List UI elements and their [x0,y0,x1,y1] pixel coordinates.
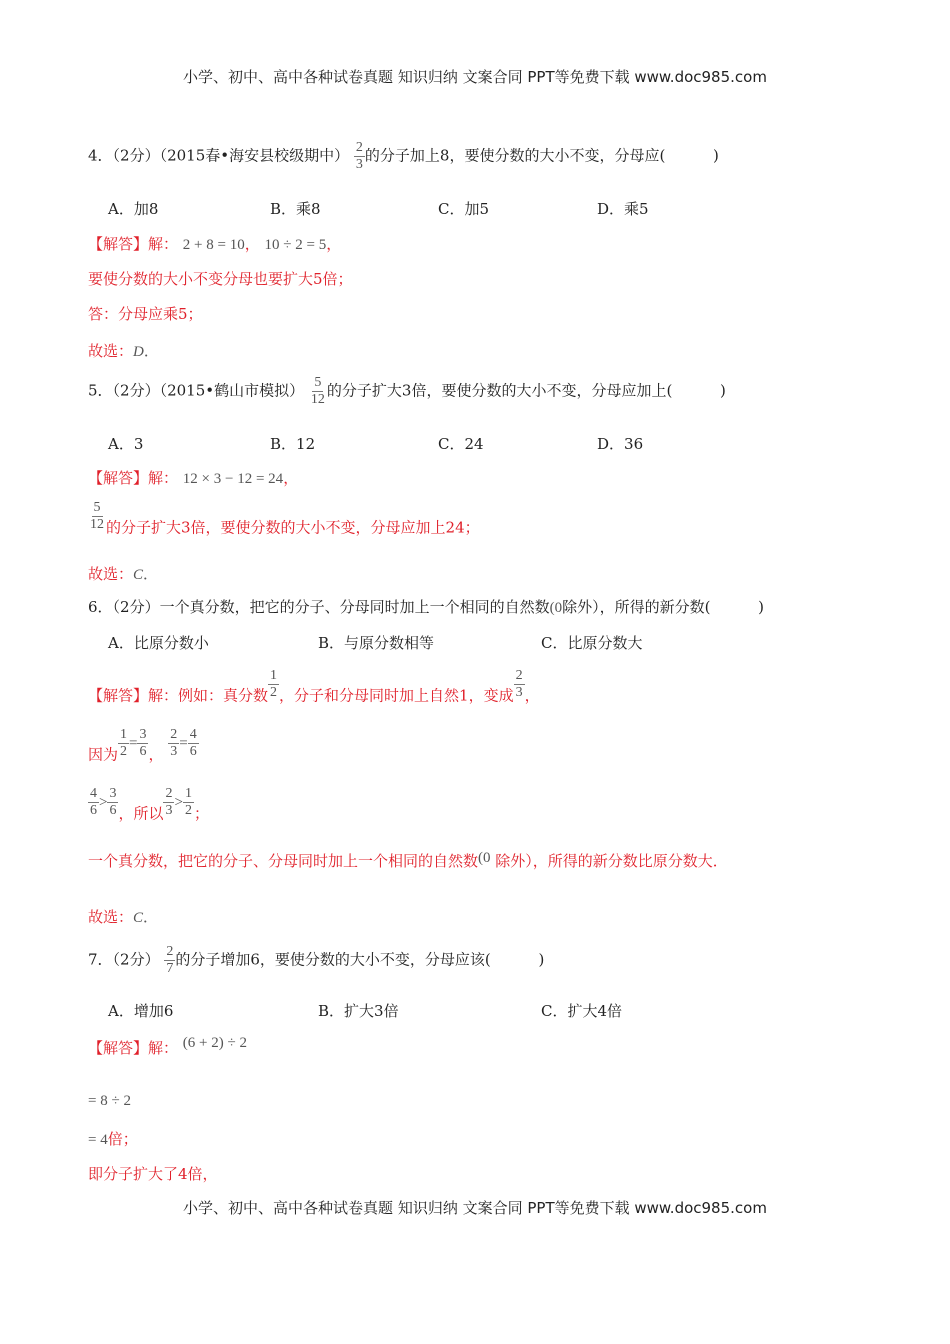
answer-label: 【解答】解： [88,686,179,705]
equation: 2 + 8 = 10 [182,237,245,253]
question-number: 5． [88,381,113,400]
solution-7-line-2: = 8 ÷ 2 [88,1093,131,1109]
fraction: $\frac{4}{6}$ [90,786,97,818]
question-score: （2分） [112,950,160,969]
option-a: A．比原分数小 [108,634,209,652]
header-banner: 小学、初中、高中各种试卷真题 知识归纳 文案合同 PPT等免费下载 www.doc985.com [183,68,767,86]
option-a: A．加8 [108,200,159,218]
option-c: C．加5 [438,200,490,218]
option-c: C．比原分数大 [541,634,643,652]
fraction: $\frac{1}{2}$ [184,786,192,818]
option-a: A．增加6 [108,1002,174,1020]
option-d: D．乘5 [597,200,649,218]
solution-6-line-4: 一个真分数，把它的分子、分母同时加上一个相同的自然数(0 除外），所得的新分数比原分数大． [88,850,728,870]
equation: 12 × 3 − 12 = 24 [182,471,284,487]
option-c: C．扩大4倍 [541,1002,623,1020]
fraction: $\frac{2}{3}$ [355,140,363,172]
chosen-answer: D [133,344,144,360]
question-number: 4． [88,146,113,165]
solution-7-line-1 [88,1035,247,1058]
option-a: A．3 [108,435,144,453]
solution-4-choice: 故选：D． [88,342,159,360]
answer-label: 【解答】解： [88,235,179,253]
fraction: $\frac{2}{3}$ [165,786,173,818]
fraction: $\frac{5}{12}$ [310,375,325,407]
solution-7-line-4: 即分子扩大了4倍， [88,1165,218,1183]
solution-4-line-3: 答：分母应乘5； [88,305,203,323]
fraction: $\frac{1}{2}$ [270,668,278,700]
question-text: 的分子加上8，要使分数的大小不变，分母应 [364,146,660,165]
solution-5-choice: 故选：C． [88,565,159,583]
fraction: $\frac{4}{6}$ [189,727,197,759]
answer-label: 【解答】解： [88,1039,179,1057]
answer-blank: ( ) [704,598,765,616]
fraction: $\frac{2}{3}$ [515,668,523,700]
solution-4-line-2: 要使分数的大小不变分母也要扩大5倍； [88,270,353,288]
question-score: （2分） [112,146,160,165]
answer-label: 【解答】解： [88,469,179,487]
solution-6-line-3: $\frac{4}{6}$ > $\frac{3}{6}$ ，所以 $\frac{2}{3}$ > $\frac{1}{2}$ ； [90,786,209,823]
question-7-stem [88,944,544,977]
question-4-stem [88,140,719,173]
question-text: 的分子扩大3倍，要使分数的大小不变，分母应加上 [326,381,667,400]
equation: (6 + 2) ÷ 2 [182,1035,247,1051]
option-b: B．乘8 [270,200,321,218]
fraction: $\frac{1}{2}$ [120,727,128,759]
solution-6-choice: 故选：C． [88,908,159,926]
question-number: 6． [88,598,113,616]
fraction: $\frac{3}{6}$ [139,727,147,759]
question-6-stem: 6．（2分）一个真分数，把它的分子、分母同时加上一个相同的自然数(0除外），所得的新分数( ) [88,598,765,616]
answer-blank: ( ) [659,146,719,165]
option-b: B．与原分数相等 [318,634,435,652]
solution-5-line-2: $\frac{5}{12}$ 的分子扩大3倍，要使分数的大小不变，分母应加上24； [90,500,480,537]
option-b: B．扩大3倍 [318,1002,399,1020]
answer-blank: ( ) [666,381,726,400]
question-text: 的分子增加6，要使分数的大小不变，分母应该 [175,950,485,969]
chosen-answer: C [133,910,144,926]
footer-banner: 小学、初中、高中各种试卷真题 知识归纳 文案合同 PPT等免费下载 www.doc985.com [183,1199,767,1217]
solution-7-line-3: = 4倍； [88,1130,138,1148]
fraction: $\frac{5}{12}$ [90,500,104,532]
question-score: （2分） [112,598,160,616]
equation: 10 ÷ 2 = 5 [264,237,327,253]
option-c: C．24 [438,435,484,453]
option-b: B．12 [270,435,316,453]
solution-5-line-1: 【解答】解： 12 × 3 − 12 = 24， [88,469,299,487]
answer-blank: ( ) [484,950,545,969]
option-d: D．36 [597,435,644,453]
question-number: 7． [88,950,113,969]
question-source: （2015•鹤山市模拟） [159,381,305,400]
question-source: （2015春•海安县校级期中） [159,146,350,165]
fraction: $\frac{2}{7}$ [166,944,174,976]
solution-6-line-1: 【解答】解：例如：真分数 $\frac{1}{2}$ ，分子和分母同时加上自然1，变成 $\frac{2}{3}$ ， [88,668,540,705]
question-text: 一个真分数，把它的分子、分母同时加上一个相同的自然数 [159,598,550,616]
solution-4-line-1: 【解答】解： 2 + 8 = 10， 10 ÷ 2 = 5， [88,235,342,253]
solution-6-line-2: 因为 $\frac{1}{2}$ = $\frac{3}{6}$ ， $\frac{2}{3}$ = $\frac{4}{6}$ [88,727,197,764]
question-5-stem [88,375,726,408]
fraction: $\frac{3}{6}$ [109,786,117,818]
question-score: （2分） [112,381,160,400]
chosen-answer: C [133,567,144,583]
fraction: $\frac{2}{3}$ [170,727,178,759]
